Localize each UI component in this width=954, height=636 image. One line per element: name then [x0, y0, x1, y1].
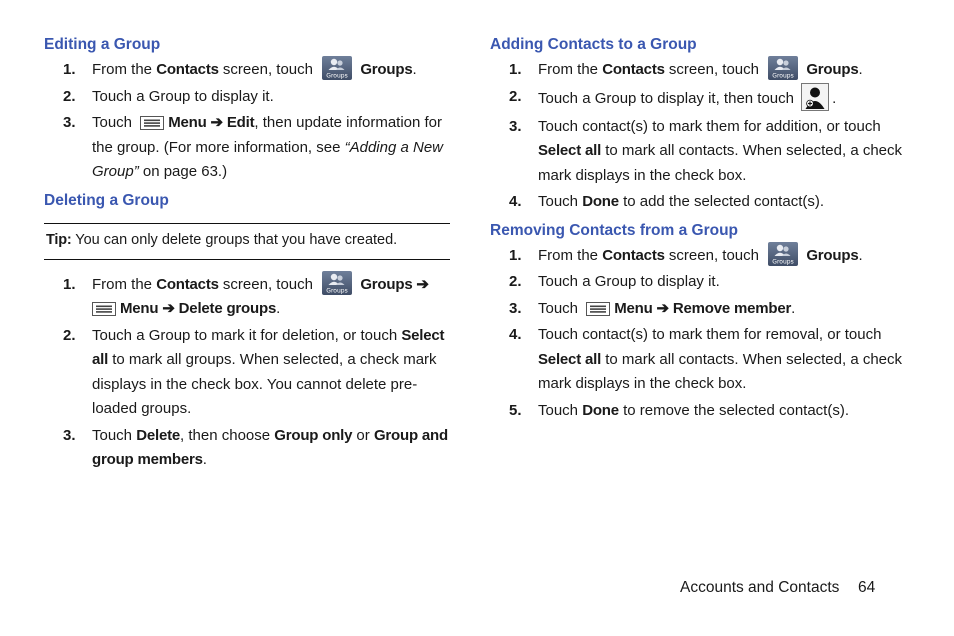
- editing-steps: [44, 58, 450, 185]
- removing-steps: [490, 244, 910, 424]
- page-footer: [680, 579, 880, 597]
- list-item: 1. From the Contacts screen, touch Groups Groups.: [44, 58, 450, 83]
- list-item: 2. Touch a Group to display it.: [63, 87, 274, 105]
- list-item: 2. Touch a Group to display it.: [509, 273, 720, 290]
- menu-icon: [140, 114, 164, 128]
- page-number: 64: [858, 579, 876, 596]
- heading-editing-a-group: Editing a Group: [44, 36, 161, 53]
- groups-icon: [768, 56, 798, 80]
- groups-icon: [322, 56, 352, 80]
- menu-icon: [586, 300, 610, 314]
- list-item: 3. Touch contact(s) to mark them for addition, or touch Select all to mark all contacts. When selected, a check mark displays in the check box.: [509, 117, 903, 184]
- list-item: 3. Touch Menu ➔ Remove member.: [509, 299, 796, 317]
- add-member-icon: [801, 83, 829, 111]
- tip-label: Tip:: [46, 231, 72, 248]
- svg-text:Groups: Groups: [326, 72, 348, 80]
- heading-adding-contacts: Adding Contacts to a Group: [490, 36, 697, 53]
- tip-box: [44, 223, 450, 260]
- right-column: [490, 35, 910, 423]
- list-item: 3. Touch Menu ➔ Edit, then update information for the group. (For more information, see “Adding a New Group” on page 63.): [63, 114, 444, 180]
- list-item: 1. From the Contacts screen, touch Groups Groups.: [490, 58, 910, 83]
- list-item: 4. Touch contact(s) to mark them for removal, or touch Select all to mark all contacts. When selected, a check mark displays in the check box.: [509, 326, 903, 392]
- tip-text: You can only delete groups that you have created.: [71, 231, 398, 248]
- footer-section-title: Accounts and Contacts: [680, 579, 840, 596]
- groups-icon: [768, 242, 798, 266]
- list-item: 5. Touch Done to remove the selected contact(s).: [509, 401, 850, 419]
- list-item: 2. Touch a Group to display it, then touch .: [490, 85, 910, 113]
- svg-text:Groups: Groups: [772, 72, 794, 80]
- list-item: 2. Touch a Group to mark it for deletion, or touch Select all to mark all groups. When selected, a check mark displays in the check box. You cannot delete pre-loaded groups.: [63, 326, 445, 417]
- menu-icon: [92, 300, 116, 314]
- heading-deleting-a-group: Deleting a Group: [44, 191, 169, 209]
- list-item: 1. From the Contacts screen, touch Groups Groups ➔ Menu ➔ Delete groups.: [44, 273, 450, 322]
- list-item: 3. Touch Delete, then choose Group only or Group and group members.: [63, 426, 448, 468]
- svg-text:Groups: Groups: [772, 258, 794, 266]
- left-column: [44, 35, 450, 473]
- adding-steps: [490, 58, 910, 215]
- list-item: 1. From the Contacts screen, touch Groups Groups.: [490, 244, 910, 269]
- svg-text:Groups: Groups: [326, 287, 348, 295]
- deleting-steps: [44, 273, 450, 473]
- list-item: 4. Touch Done to add the selected contact(s).: [509, 193, 825, 210]
- heading-removing-contacts: Removing Contacts from a Group: [490, 221, 739, 239]
- groups-icon: [322, 271, 352, 295]
